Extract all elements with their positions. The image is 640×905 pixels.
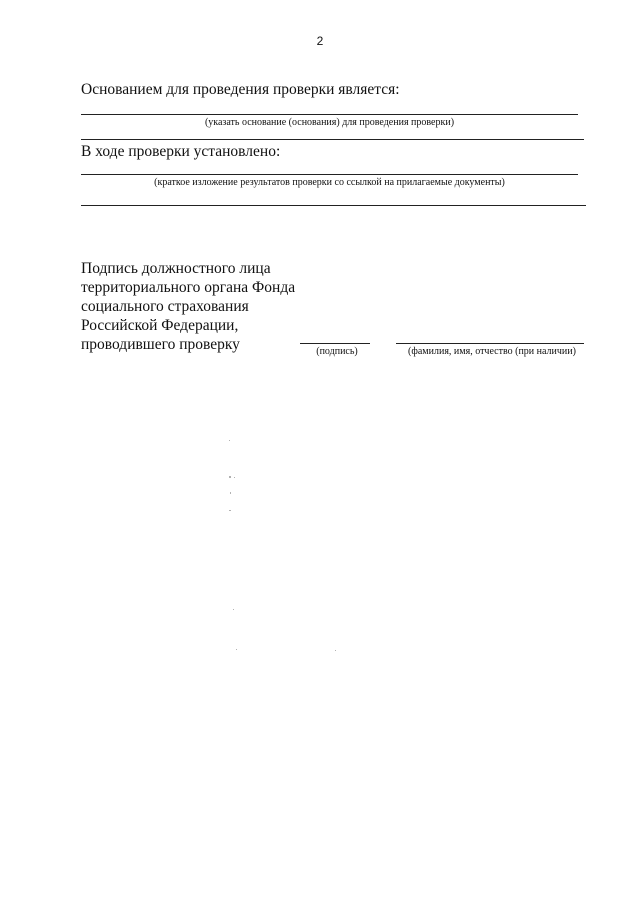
findings-fill-line <box>81 174 578 175</box>
signature-caption-line: проводившего проверку <box>81 336 240 353</box>
basis-hint: (указать основание (основания) для проведения проверки) <box>204 117 455 128</box>
signature-caption-line: Российской Федерации, <box>81 317 239 334</box>
page-number: 2 <box>316 34 324 48</box>
signature-caption <box>81 259 321 354</box>
signature-line <box>300 343 370 344</box>
name-hint: (фамилия, имя, отчество (при наличии) <box>408 346 576 357</box>
findings-heading: В ходе проверки установлено: <box>81 143 281 160</box>
findings-hint: (краткое изложение результатов проверки со ссылкой на прилагаемые документы) <box>154 177 505 188</box>
basis-second-line <box>81 139 584 140</box>
scan-speck <box>335 650 336 651</box>
scan-speck <box>230 492 231 494</box>
findings-second-line <box>81 205 586 206</box>
name-line <box>396 343 584 344</box>
scan-speck <box>236 649 237 650</box>
scan-speck <box>229 476 231 478</box>
basis-heading: Основанием для проведения проверки является: <box>81 81 400 98</box>
scan-speck <box>229 440 230 441</box>
scan-speck <box>234 477 235 478</box>
scan-speck <box>233 609 234 610</box>
scan-speck <box>229 510 231 511</box>
signature-hint: (подпись) <box>316 346 358 357</box>
basis-fill-line <box>81 114 578 115</box>
signature-caption-line: территориального органа Фонда <box>81 279 296 296</box>
signature-caption-line: Подпись должностного лица <box>81 260 271 277</box>
signature-caption-line: социального страхования <box>81 298 249 315</box>
